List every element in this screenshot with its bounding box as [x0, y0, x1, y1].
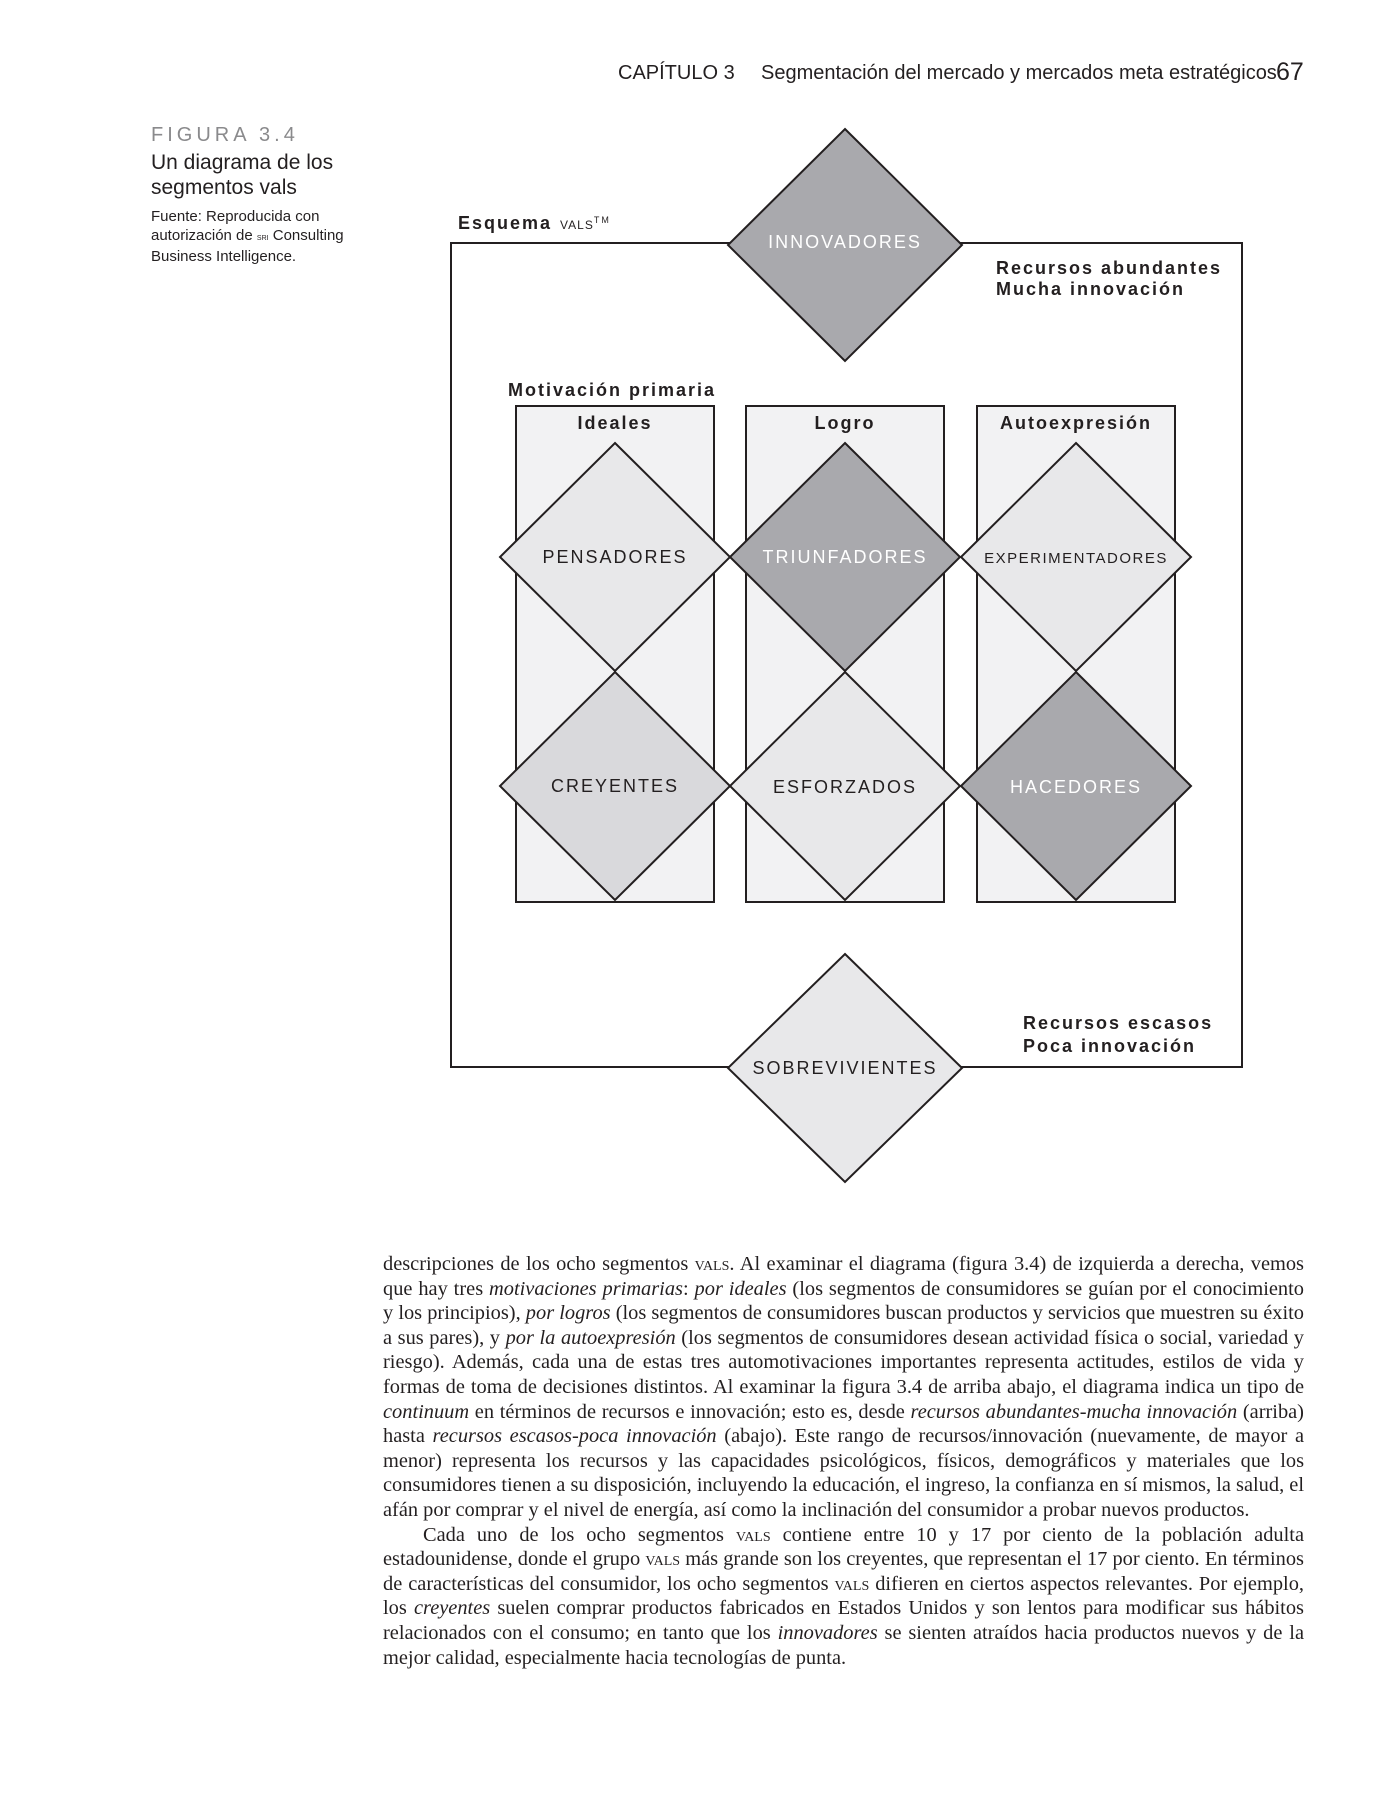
- segment-sobrevivientes: SOBREVIVIENTES: [752, 1058, 938, 1078]
- segment-pensadores: PENSADORES: [542, 547, 688, 567]
- chapter-label: CAPÍTULO 3: [618, 62, 735, 84]
- segment-experimentadores: EXPERIMENTADORES: [984, 550, 1168, 567]
- figure-source-sri: sri: [256, 232, 269, 243]
- bottom-right-line2: Poca innovación: [1023, 1036, 1197, 1056]
- paragraph-2: Cada uno de los ocho segmentos vals contiene entre 10 y 17 por ciento de la población adulta estadounidense, donde el grupo vals más grande son los creyentes, que representan el 17 por ciento. En términos de características del consumidor, los ocho segmentos vals difieren en ciertos aspectos relevantes. Por ejemplo, los creyentes suelen comprar productos fabricados en Estados Unidos y son lentos para modificar sus hábitos relacionados con el consumo; en tanto que los innovadores se sienten atraídos hacia productos nuevos y de la mejor calidad, especialmente hacia tecnologías de punta.: [383, 1523, 1304, 1669]
- figure-source-text: Fuente: Reproducida con autorización de: [151, 208, 320, 244]
- figure-label: FIGURA 3.4: [151, 124, 299, 146]
- bottom-right-line1: Recursos escasos: [1023, 1013, 1214, 1033]
- column-header-ideales: Ideales: [577, 413, 653, 433]
- page-number: 67: [1276, 58, 1304, 86]
- column-header-logro: Logro: [814, 413, 876, 433]
- motivation-label: Motivación primaria: [508, 380, 717, 400]
- figure-title: Un diagrama de los segmentos vals: [151, 151, 334, 199]
- top-right-line2: Mucha innovación: [996, 279, 1186, 299]
- paragraph-1: descripciones de los ocho segmentos vals. Al examinar el diagrama (figura 3.4) de izquierda a derecha, vemos que hay tres motivaciones primarias: por ideales (los segmentos de consumidores se guían por el conocimiento y los principios), por logros (los segmentos de consumidores buscan productos y servicios que muestren su éxito a sus pares), y por la autoexpresión (los segmentos de consumidores desean actividad física o social, variedad y riesgo). Además, cada una de estas tres automotivaciones importantes representa actitudes, estilos de vida y formas de toma de decisiones distintos. Al examinar la figura 3.4 de arriba abajo, el diagrama indica un tipo de continuum en términos de recursos e innovación; esto es, desde recursos abundantes-mucha innovación (arriba) hasta recursos escasos-poca innovación (abajo). Este rango de recursos/innovación (nuevamente, de mayor a menor) representa los recursos y las capacidades psicológicos, físicos, demográficos y materiales que los consumidores tienen a su disposición, incluyendo la educación, el ingreso, la confianza en sí mismos, la salud, el afán por comprar y el nivel de energía, así como la inclinación del consumidor a probar nuevos productos.: [383, 1253, 1305, 1521]
- figure-source-text-end: Consulting Business Intelligence.: [151, 227, 344, 265]
- scheme-label: Esquema VALS™: [458, 213, 611, 233]
- segment-esforzados: ESFORZADOS: [772, 777, 918, 797]
- segment-creyentes: CREYENTES: [550, 776, 680, 796]
- segment-hacedores: HACEDORES: [1009, 777, 1143, 797]
- body-text: [383, 1252, 1304, 1670]
- top-right-line1: Recursos abundantes: [996, 258, 1223, 278]
- segment-triunfadores: TRIUNFADORES: [762, 547, 928, 567]
- chapter-title: Segmentación del mercado y mercados meta estratégicos: [761, 62, 1277, 84]
- segment-innovadores: INNOVADORES: [768, 232, 922, 252]
- column-header-autoexpresion: Autoexpresión: [999, 413, 1153, 433]
